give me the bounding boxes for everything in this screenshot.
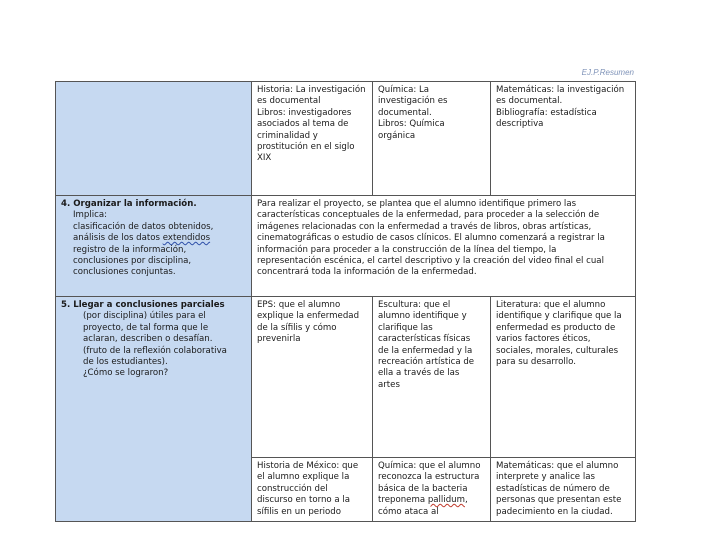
text-line: XIX [257, 153, 272, 164]
text-line: Para realizar el proyecto, se plantea que el alumno identifique primero las [257, 199, 577, 209]
conclusions-cell [56, 297, 252, 522]
text-line: Matemáticas: la investigación [496, 85, 625, 95]
text-line: conclusiones conjuntas. [73, 267, 176, 278]
text-line: clasificación de datos obtenidos, [73, 221, 214, 232]
historia-mexico-cell [252, 458, 373, 522]
text-line: asociados al tema de [257, 119, 349, 130]
text-line: Literatura: que el alumno [496, 300, 606, 310]
spellcheck-word: extendidos [162, 233, 211, 244]
organize-info-cell [56, 196, 252, 297]
text-line: artes [378, 379, 400, 390]
escultura-cell [373, 297, 491, 458]
text-line: representación escénica, el cartel descriptivo y la creación del video final el cual [257, 256, 604, 267]
text-line: el alumno explique la [257, 472, 350, 483]
table-row [56, 297, 636, 458]
text-line: proyecto, de tal forma que le [83, 322, 209, 333]
text-line: básica de la bacteria [378, 483, 468, 494]
matematicas-objective-cell [491, 458, 636, 522]
text-line: varios factores éticos, [496, 334, 591, 345]
text-line: es documental. [496, 96, 563, 107]
text-line: información para proceder a la construcción de la línea del tiempo, la [257, 244, 557, 255]
text-span: treponema [378, 495, 426, 506]
text-line: características físicas [378, 334, 471, 345]
header-note: EJ.P.Resumen [581, 68, 634, 77]
matematicas-cell [491, 82, 636, 196]
text-line: discurso en torno a la [257, 495, 351, 506]
quimica-cell [373, 82, 491, 196]
text-line: de la sífilis y cómo [257, 322, 337, 333]
text-line: cómo ataca al [378, 506, 439, 517]
section-title: 5. Llegar a conclusiones parciales [61, 300, 225, 310]
text-line: criminalidad y [257, 130, 318, 141]
text-line: construcción del [257, 483, 328, 494]
table-row [56, 82, 636, 196]
text-line: Historia de México: que [257, 461, 359, 471]
text-line: sociales, morales, culturales [496, 345, 619, 356]
text-line: Química: La [378, 85, 430, 95]
text-line: concentrará toda la información de la enfermedad. [257, 267, 477, 278]
text-line: sífilis en un periodo [257, 506, 341, 517]
text-line: EPS: que el alumno [257, 300, 341, 310]
blank-blue-cell [56, 82, 252, 196]
description-cell [252, 196, 636, 297]
section-title: 4. Organizar la información. [61, 199, 197, 209]
text-line: Historia: La investigación [257, 85, 366, 95]
text-line: cinematográficas o estudio de casos clínicos. El alumno comenzará a registrar la [257, 233, 605, 244]
text-line: prevenirla [257, 334, 301, 345]
text-line: Implica: [73, 210, 108, 221]
eps-cell [252, 297, 373, 458]
text-line [378, 495, 485, 506]
text-line: aclaran, describen o desafían. [83, 334, 213, 345]
text-line: reconozca la estructura [378, 472, 480, 483]
text-line: para su desarrollo. [496, 357, 576, 368]
text-line: interprete y analice las [496, 472, 595, 483]
text-line: enfermedad es producto de [496, 322, 616, 333]
text-line: orgánica [378, 130, 416, 141]
text-line: características conceptuales de la enfermedad, para proceder a la selección de [257, 210, 600, 221]
text-line: explique la enfermedad [257, 311, 360, 322]
text-line: recreación artística de [378, 357, 475, 368]
document-table [55, 81, 636, 522]
text-line: clarifique las [378, 322, 433, 333]
text-line [61, 233, 246, 244]
text-line: Libros: investigadores [257, 107, 352, 118]
table-row [56, 196, 636, 297]
text-line: Química: que el alumno [378, 461, 481, 471]
spellcheck-word: pallidum [427, 495, 465, 506]
text-line: ella a través de las [378, 368, 460, 379]
text-line: imágenes relacionadas con la enfermedad a través de libros, obras artísticas, [257, 221, 592, 232]
quimica-objective-cell [373, 458, 491, 522]
text-line: registro de la información, [73, 244, 187, 255]
text-line: (fruto de la reflexión colaborativa [83, 345, 227, 356]
historia-cell [252, 82, 373, 196]
text-line: Matemáticas: que el alumno [496, 461, 619, 471]
text-line: conclusiones por disciplina, [73, 256, 192, 267]
text-line: es documental [257, 96, 321, 107]
text-span: , [465, 495, 468, 506]
text-line: alumno identifique y [378, 311, 467, 322]
text-line: Escultura: que el [378, 300, 451, 310]
text-line: Libros: Química [378, 119, 445, 130]
text-line: prostitución en el siglo [257, 142, 355, 153]
text-line: documental. [378, 107, 432, 118]
text-line: investigación es [378, 96, 448, 107]
text-line: identifique y clarifique que la [496, 311, 622, 322]
text-span: análisis de los datos [73, 233, 160, 244]
text-line: estadísticas de número de [496, 483, 610, 494]
text-line: ¿Cómo se lograron? [83, 368, 169, 379]
text-line: de los estudiantes). [83, 357, 168, 368]
text-line: Bibliografía: estadística [496, 107, 597, 118]
text-line: padecimiento en la ciudad. [496, 506, 613, 517]
text-line: de la enfermedad y la [378, 345, 473, 356]
text-line: personas que presentan este [496, 495, 622, 506]
literatura-cell [491, 297, 636, 458]
text-line: descriptiva [496, 119, 544, 130]
text-line: (por disciplina) útiles para el [83, 311, 206, 322]
